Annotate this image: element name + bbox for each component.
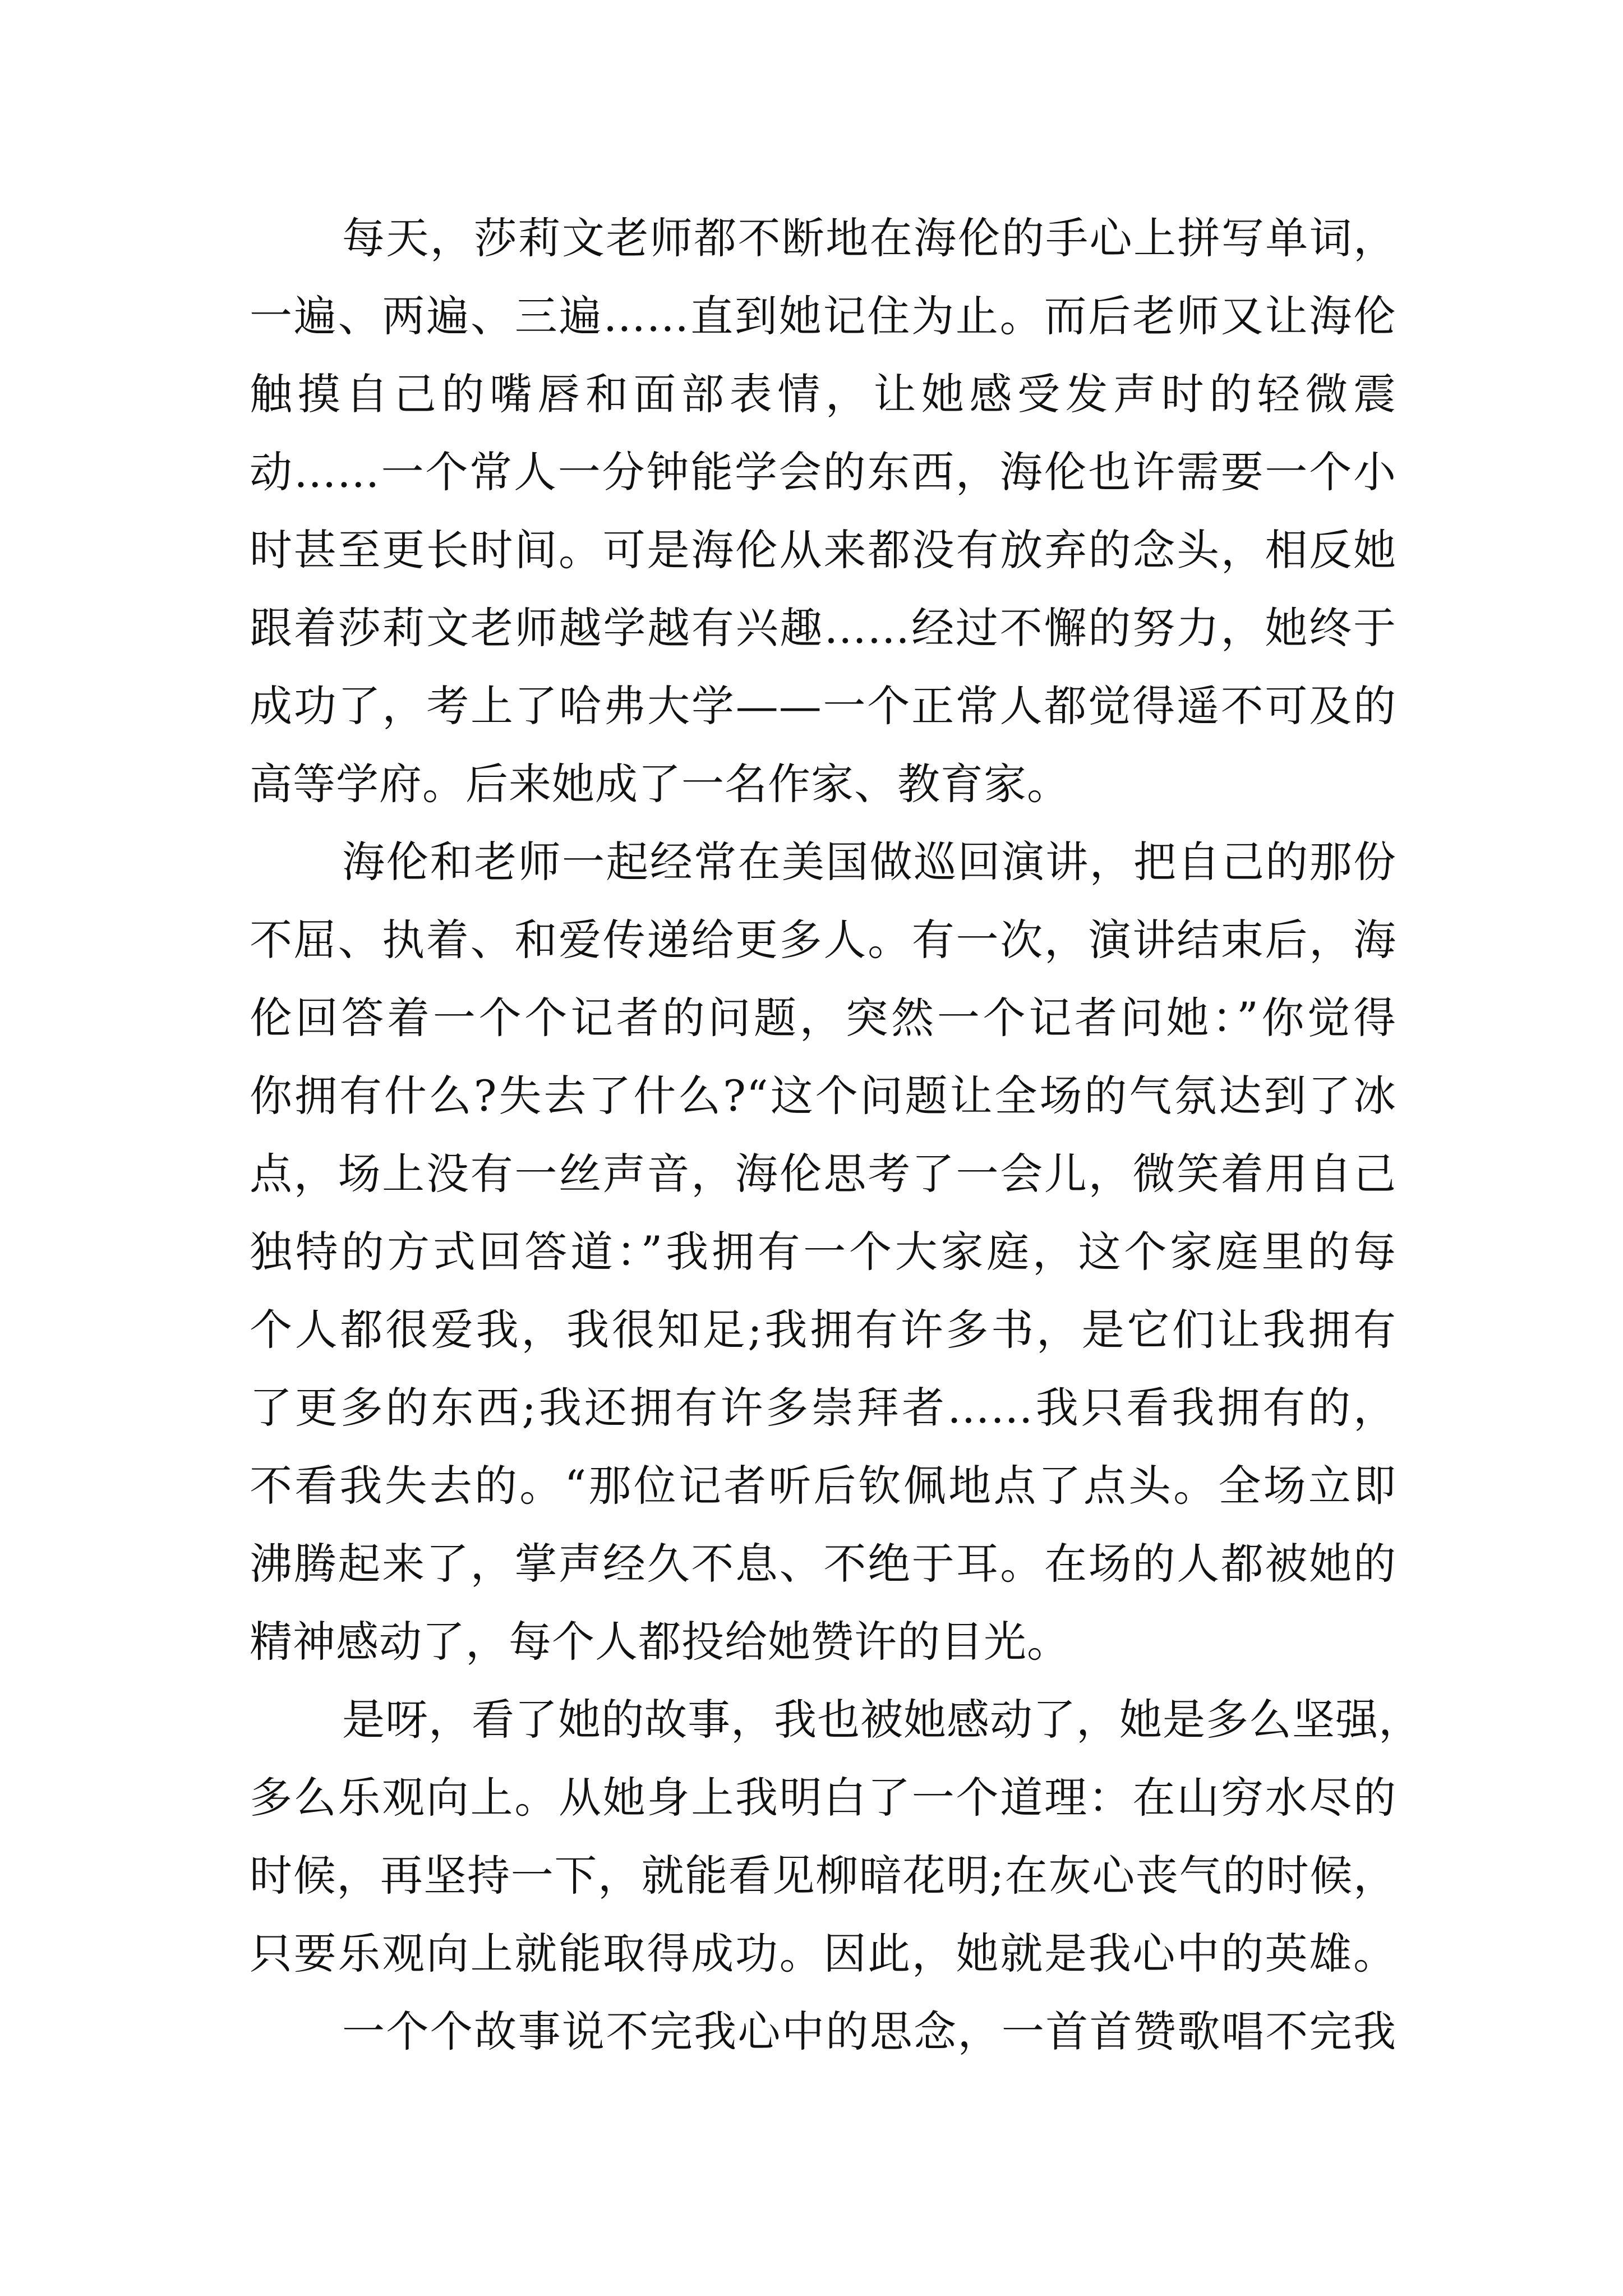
text-line: 独特的方式回答道：”我拥有一个大家庭，这个家庭里的每	[250, 1227, 1396, 1277]
text-line: 高等学府。后来她成了一名作家、教育家。	[250, 759, 1070, 809]
text-line: 跟着莎莉文老师越学越有兴趣……经过不懈的努力，她终于	[250, 603, 1396, 653]
text-line: 你拥有什么?失去了什么?“这个问题让全场的气氛达到了冰	[250, 1071, 1396, 1121]
text-line: 一个个故事说不完我心中的思念，一首首赞歌唱不完我	[342, 2007, 1396, 2056]
text-line: 成功了，考上了哈弗大学——一个正常人都觉得遥不可及的	[250, 681, 1396, 731]
text-line: 触摸自己的嘴唇和面部表情，让她感受发声时的轻微震	[250, 369, 1396, 419]
text-line: 是呀，看了她的故事，我也被她感动了，她是多么坚强，	[342, 1695, 1422, 1745]
text-line: 每天，莎莉文老师都不断地在海伦的手心上拼写单词，	[342, 213, 1396, 263]
text-line: 伦回答着一个个记者的问题，突然一个记者问她：”你觉得	[250, 993, 1396, 1043]
text-line: 个人都很爱我，我很知足;我拥有许多书，是它们让我拥有	[250, 1305, 1396, 1355]
document-body	[250, 199, 1422, 2070]
text-line: 沸腾起来了，掌声经久不息、不绝于耳。在场的人都被她的	[250, 1539, 1396, 1589]
text-line: 一遍、两遍、三遍……直到她记住为止。而后老师又让海伦	[250, 291, 1396, 341]
text-line: 时甚至更长时间。可是海伦从来都没有放弃的念头，相反她	[250, 525, 1396, 575]
text-line: 了更多的东西;我还拥有许多崇拜者……我只看我拥有的，	[250, 1383, 1396, 1433]
text-line: 动……一个常人一分钟能学会的东西，海伦也许需要一个小	[250, 447, 1396, 497]
text-line: 多么乐观向上。从她身上我明白了一个道理：在山穷水尽的	[250, 1773, 1396, 1823]
text-line: 不屈、执着、和爱传递给更多人。有一次，演讲结束后，海	[250, 915, 1396, 965]
text-line: 不看我失去的。“那位记者听后钦佩地点了点头。全场立即	[250, 1461, 1396, 1511]
text-line: 点，场上没有一丝声音，海伦思考了一会儿，微笑着用自己	[250, 1149, 1396, 1199]
text-line: 时候，再坚持一下，就能看见柳暗花明;在灰心丧气的时候，	[250, 1851, 1396, 1901]
text-line: 只要乐观向上就能取得成功。因此，她就是我心中的英雄。	[250, 1929, 1396, 1978]
text-line: 海伦和老师一起经常在美国做巡回演讲，把自己的那份	[342, 837, 1396, 887]
text-line: 精神感动了，每个人都投给她赞许的目光。	[250, 1617, 1070, 1667]
